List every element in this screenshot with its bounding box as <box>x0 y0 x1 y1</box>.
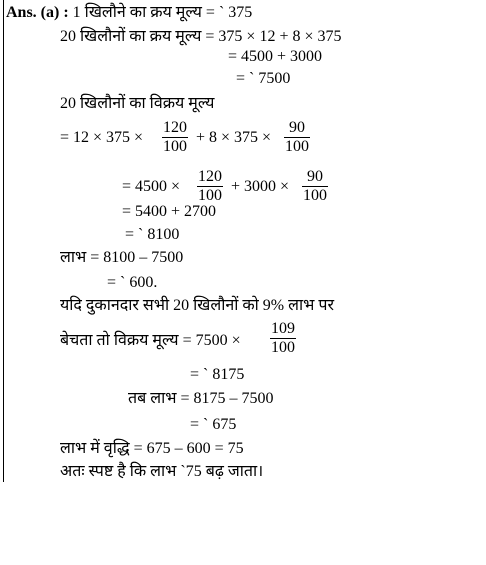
selling-price-sum-line: = 5400 + 2700 <box>122 203 217 220</box>
fraction-90-100-b: 90 100 <box>303 168 327 204</box>
new-selling-price-line: बेचता तो विक्रय मूल्य = 7500 × <box>60 332 241 349</box>
new-profit-line: तब लाभ = 8175 – 7500 <box>128 390 274 407</box>
conclusion-line: अतः स्पष्ट है कि लाभ `75 बढ़ जाता। <box>60 463 264 480</box>
condition-line: यदि दुकानदार सभी 20 खिलौनों को 9% लाभ पर <box>60 297 335 314</box>
left-margin-rule <box>3 0 4 482</box>
selling-price-expression-1b: + 8 × 375 × <box>196 129 272 146</box>
selling-price-expression-2b: + 3000 × <box>231 178 290 195</box>
profit-result-line: = ` 600. <box>107 274 158 291</box>
profit-line: लाभ = 8100 – 7500 <box>60 249 184 266</box>
total-cost-result-line: = ` 7500 <box>236 70 291 87</box>
fraction-109-100: 109 100 <box>271 320 295 356</box>
fraction-90-100-a: 90 100 <box>285 119 309 155</box>
selling-price-result-line: = ` 8100 <box>125 226 180 243</box>
fraction-120-100-b: 120 100 <box>198 168 222 204</box>
new-profit-result: = ` 675 <box>190 416 237 433</box>
fraction-120-100-a: 120 100 <box>163 119 187 155</box>
total-cost-sum-line: = 4500 + 3000 <box>228 48 323 65</box>
profit-increase-line: लाभ में वृद्धि = 675 – 600 = 75 <box>60 440 244 457</box>
unit-cost-text: 1 खिलौने का क्रय मूल्य = ` 375 <box>72 4 253 21</box>
selling-price-heading: 20 खिलौनों का विक्रय मूल्य <box>60 95 215 112</box>
selling-price-expression-1a: = 12 × 375 × <box>60 129 144 146</box>
selling-price-expression-2a: = 4500 × <box>122 178 181 195</box>
answer-line-1 <box>6 3 252 23</box>
answer-label: Ans. (a) : <box>6 4 69 21</box>
total-cost-line: 20 खिलौनों का क्रय मूल्य = 375 × 12 + 8 × 375 <box>60 28 342 45</box>
new-selling-price-result: = ` 8175 <box>190 366 245 383</box>
